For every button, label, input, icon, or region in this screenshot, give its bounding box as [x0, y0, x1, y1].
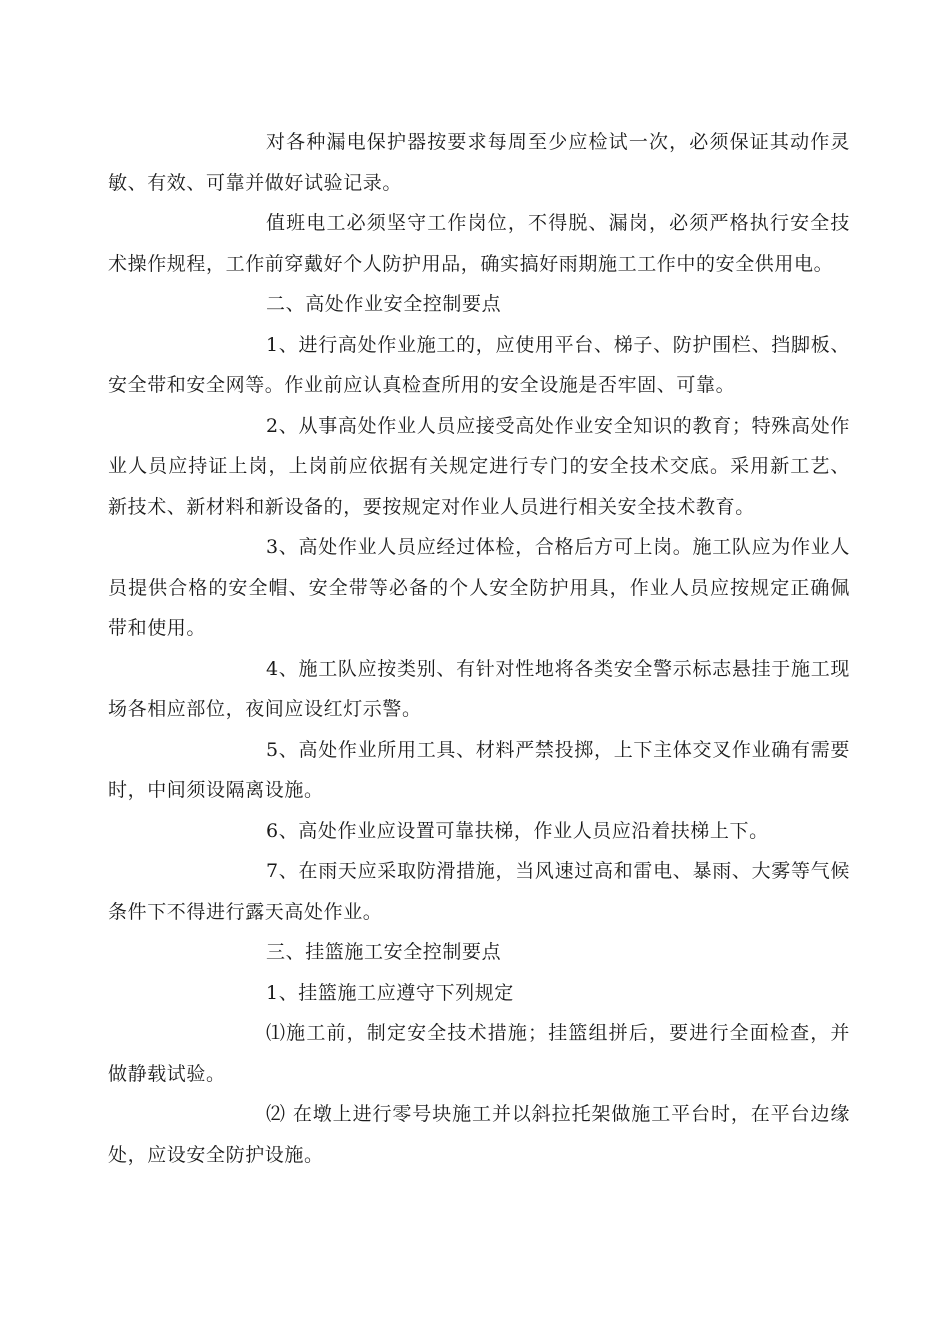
paragraph-basket-rule-1: 1、挂篮施工应遵守下列规定: [266, 981, 514, 1004]
paragraph-item-2: 2、从事高处作业人员应接受高处作业安全知识的教育；特殊高处作业人员应持证上岗，上岗前应依据有关规定进行专门的安全技术交底。采用新工艺、新技术、新材料和新设备的，要按规定对作业人员进行相关安全技术教育。: [108, 414, 850, 518]
paragraph-item-3: 3、高处作业人员应经过体检，合格后方可上岗。施工队应为作业人员提供合格的安全帽、安全带等必备的个人安全防护用具，作业人员应按规定正确佩带和使用。: [108, 536, 850, 639]
document-body: [108, 122, 850, 1175]
paragraph-electrician-duty: 值班电工必须坚守工作岗位，不得脱、漏岗，必须严格执行安全技术操作规程，工作前穿戴好个人防护用品，确实搞好雨期施工工作中的安全供用电。: [108, 212, 850, 275]
paragraph-item-7: 7、在雨天应采取防滑措施，当风速过高和雷电、暴雨、大雾等气候条件下不得进行露天高处作业。: [108, 860, 850, 923]
paragraph-basket-subitem-1: ⑴施工前，制定安全技术措施；挂篮组拼后，要进行全面检查，并做静载试验。: [108, 1022, 850, 1085]
section-heading-height-work: 二、高处作业安全控制要点: [266, 293, 502, 315]
paragraph-item-6: 6、高处作业应设置可靠扶梯，作业人员应沿着扶梯上下。: [266, 819, 769, 842]
paragraph-basket-subitem-2: ⑵ 在墩上进行零号块施工并以斜拉托架做施工平台时，在平台边缘处，应设安全防护设施。: [108, 1103, 850, 1166]
paragraph-item-4: 4、施工队应按类别、有针对性地将各类安全警示标志悬挂于施工现场各相应部位，夜间应设红灯示警。: [108, 657, 850, 720]
paragraph-item-1: 1、进行高处作业施工的，应使用平台、梯子、防护围栏、挡脚板、安全带和安全网等。作业前应认真检查所用的安全设施是否牢固、可靠。: [108, 333, 850, 396]
paragraph-leakage-protector: 对各种漏电保护器按要求每周至少应检试一次，必须保证其动作灵敏、有效、可靠并做好试验记录。: [108, 131, 850, 194]
section-heading-hanging-basket: 三、挂篮施工安全控制要点: [266, 941, 502, 963]
paragraph-item-5: 5、高处作业所用工具、材料严禁投掷，上下主体交叉作业确有需要时，中间须设隔离设施。: [108, 738, 850, 801]
